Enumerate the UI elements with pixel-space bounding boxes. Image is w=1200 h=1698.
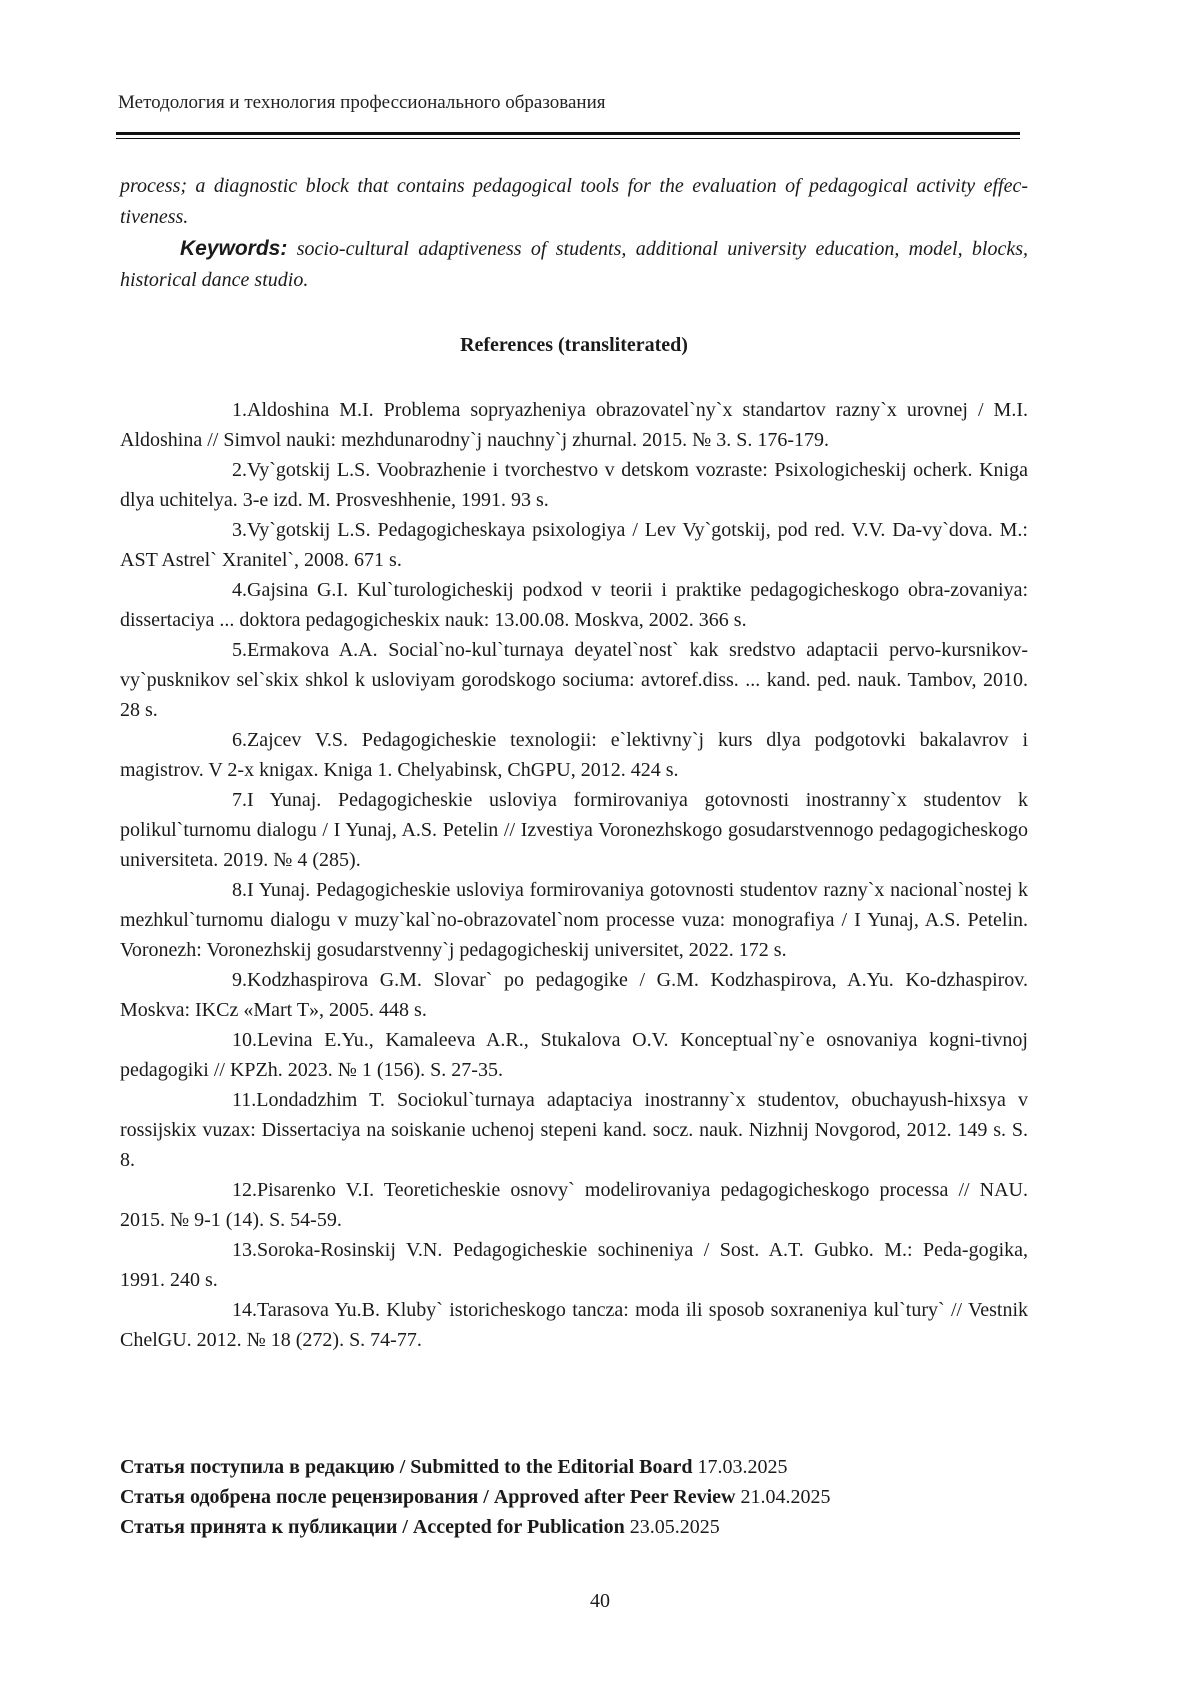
reference-item xyxy=(120,515,1028,575)
keywords-text: socio-cultural adaptiveness of students, additional university education, model, blocks, historical dance studio. xyxy=(120,238,1028,291)
reference-item xyxy=(120,1085,1028,1175)
article-status-block xyxy=(120,1452,830,1542)
reference-text: Kodzhaspirova G.M. Slovar` po pedagogike / G.M. Kodzhaspirova, A.Yu. Ko-dzhaspirov. Moskva: IKCz «Mart T», 2005. 448 s. xyxy=(120,969,1028,1021)
reference-item xyxy=(120,455,1028,515)
approved-line xyxy=(120,1482,830,1512)
reference-item xyxy=(120,635,1028,725)
accepted-line xyxy=(120,1512,830,1542)
references-title: References (transliterated) xyxy=(460,334,688,356)
approved-date: 21.04.2025 xyxy=(740,1486,831,1508)
accepted-date: 23.05.2025 xyxy=(629,1516,720,1538)
reference-number: 5. xyxy=(232,639,247,661)
reference-text: Gajsina G.I. Kul`turologicheskij podxod v teorii i praktike pedagogicheskogo obra-zovaniya: dissertaciya ... doktora pedagogicheskix nauk: 13.00.08. Moskva, 2002. 366 s. xyxy=(120,579,1028,631)
reference-text: Tarasova Yu.B. Kluby` istoricheskogo tancza: moda ili sposob soxraneniya kul`tury` // Vestnik ChelGU. 2012. № 18 (272). S. 74-77. xyxy=(120,1299,1028,1351)
reference-text: Pisarenko V.I. Teoreticheskie osnovy` modelirovaniya pedagogicheskogo processa // NAU. 2015. № 9-1 (14). S. 54-59. xyxy=(120,1179,1028,1231)
reference-number: 3. xyxy=(232,519,247,541)
submitted-line xyxy=(120,1452,830,1482)
reference-number: 12. xyxy=(232,1179,257,1201)
reference-text: Ermakova A.A. Social`no-kul`turnaya deyatel`nost` kak sredstvo adaptacii pervo-kursnikov-vy`pusknikov sel`skix shkol k usloviyam gorodskogo sociuma: avtoref.diss. ... kand. ped. nauk. Tambov, 2010. 28 s. xyxy=(120,639,1028,721)
reference-text: Aldoshina M.I. Problema sopryazheniya obrazovatel`ny`x standartov razny`x urovnej / M.I. Aldoshina // Simvol nauki: mezhdunarodny`j nauchny`j zhurnal. 2015. № 3. S. 176-179. xyxy=(120,399,1028,451)
reference-text: Zajcev V.S. Pedagogicheskie texnologii: e`lektivny`j kurs dlya podgotovki bakalavrov i magistrov. V 2-x knigax. Kniga 1. Chelyabinsk, ChGPU, 2012. 424 s. xyxy=(120,729,1028,781)
references-list xyxy=(120,395,1028,1355)
reference-text: Vy`gotskij L.S. Voobrazhenie i tvorchestvo v detskom vozraste: Psixologicheskij ocherk. Kniga dlya uchitelya. 3-e izd. M. Prosveshhenie, 1991. 93 s. xyxy=(120,459,1028,511)
accepted-label: Статья принята к публикации / Accepted for Publication xyxy=(120,1516,625,1538)
reference-item xyxy=(120,1025,1028,1085)
header-rule-thin xyxy=(116,138,1020,139)
reference-number: 11. xyxy=(232,1089,257,1111)
reference-item xyxy=(120,1295,1028,1355)
reference-item xyxy=(120,875,1028,965)
reference-number: 8. xyxy=(232,879,247,901)
reference-text: I Yunaj. Pedagogicheskie usloviya formirovaniya gotovnosti inostranny`x studentov k polikul`turnomu dialogu / I Yunaj, A.S. Petelin // Izvestiya Voronezhskogo gosudarstvennogo pedagogicheskogo universiteta. 2019. № 4 (285). xyxy=(120,789,1028,871)
reference-number: 1. xyxy=(232,399,247,421)
reference-item xyxy=(120,725,1028,785)
reference-number: 7. xyxy=(232,789,247,811)
approved-label: Статья одобрена после рецензирования / Approved after Peer Review xyxy=(120,1486,736,1508)
reference-item xyxy=(120,965,1028,1025)
keywords-paragraph xyxy=(120,233,1028,296)
reference-item xyxy=(120,1175,1028,1235)
reference-number: 9. xyxy=(232,969,247,991)
reference-text: Soroka-Rosinskij V.N. Pedagogicheskie sochineniya / Sost. A.T. Gubko. M.: Peda-gogika, 1991. 240 s. xyxy=(120,1239,1028,1291)
reference-text: Levina E.Yu., Kamaleeva A.R., Stukalova O.V. Konceptual`ny`e osnovaniya kogni-tivnoj pedagogiki // KPZh. 2023. № 1 (156). S. 27-35. xyxy=(120,1029,1028,1081)
reference-item xyxy=(120,1235,1028,1295)
reference-item xyxy=(120,785,1028,875)
reference-number: 10. xyxy=(232,1029,257,1051)
page-content xyxy=(120,171,1028,1355)
page-number: 40 xyxy=(590,1590,610,1612)
reference-item xyxy=(120,575,1028,635)
reference-number: 13. xyxy=(232,1239,257,1261)
abstract-tail: process; a diagnostic block that contains pedagogical tools for the evaluation of pedagogical activity effec-tiveness. xyxy=(120,175,1028,228)
reference-number: 14. xyxy=(232,1299,257,1321)
header-rule-thick xyxy=(116,132,1020,135)
keywords-label: Keywords: xyxy=(180,237,288,260)
reference-text: I Yunaj. Pedagogicheskie usloviya formirovaniya gotovnosti studentov razny`x nacional`nostej k mezhkul`turnomu dialogu v muzy`kal`no-obrazovatel`nom processe vuza: monografiya / I Yunaj, A.S. Petelin. Voronezh: Voronezhskij gosudarstvenny`j pedagogicheskij universitet, 2022. 172 s. xyxy=(120,879,1028,961)
reference-number: 6. xyxy=(232,729,247,751)
reference-item xyxy=(120,395,1028,455)
reference-number: 4. xyxy=(232,579,247,601)
submitted-date: 17.03.2025 xyxy=(697,1456,788,1478)
running-header: Методология и технология профессионального образования xyxy=(118,92,606,113)
reference-text: Vy`gotskij L.S. Pedagogicheskaya psixologiya / Lev Vy`gotskij, pod red. V.V. Da-vy`dova. M.: AST Astrel` Xranitel`, 2008. 671 s. xyxy=(120,519,1028,571)
submitted-label: Статья поступила в редакцию / Submitted to the Editorial Board xyxy=(120,1456,693,1478)
reference-text: Londadzhim T. Sociokul`turnaya adaptaciya inostranny`x studentov, obuchayush-hixsya v rossijskix vuzax: Dissertaciya na soiskanie uchenoj stepeni kand. socz. nauk. Nizhnij Novgorod, 2012. 149 s. S. 8. xyxy=(120,1089,1028,1171)
reference-number: 2. xyxy=(232,459,247,481)
